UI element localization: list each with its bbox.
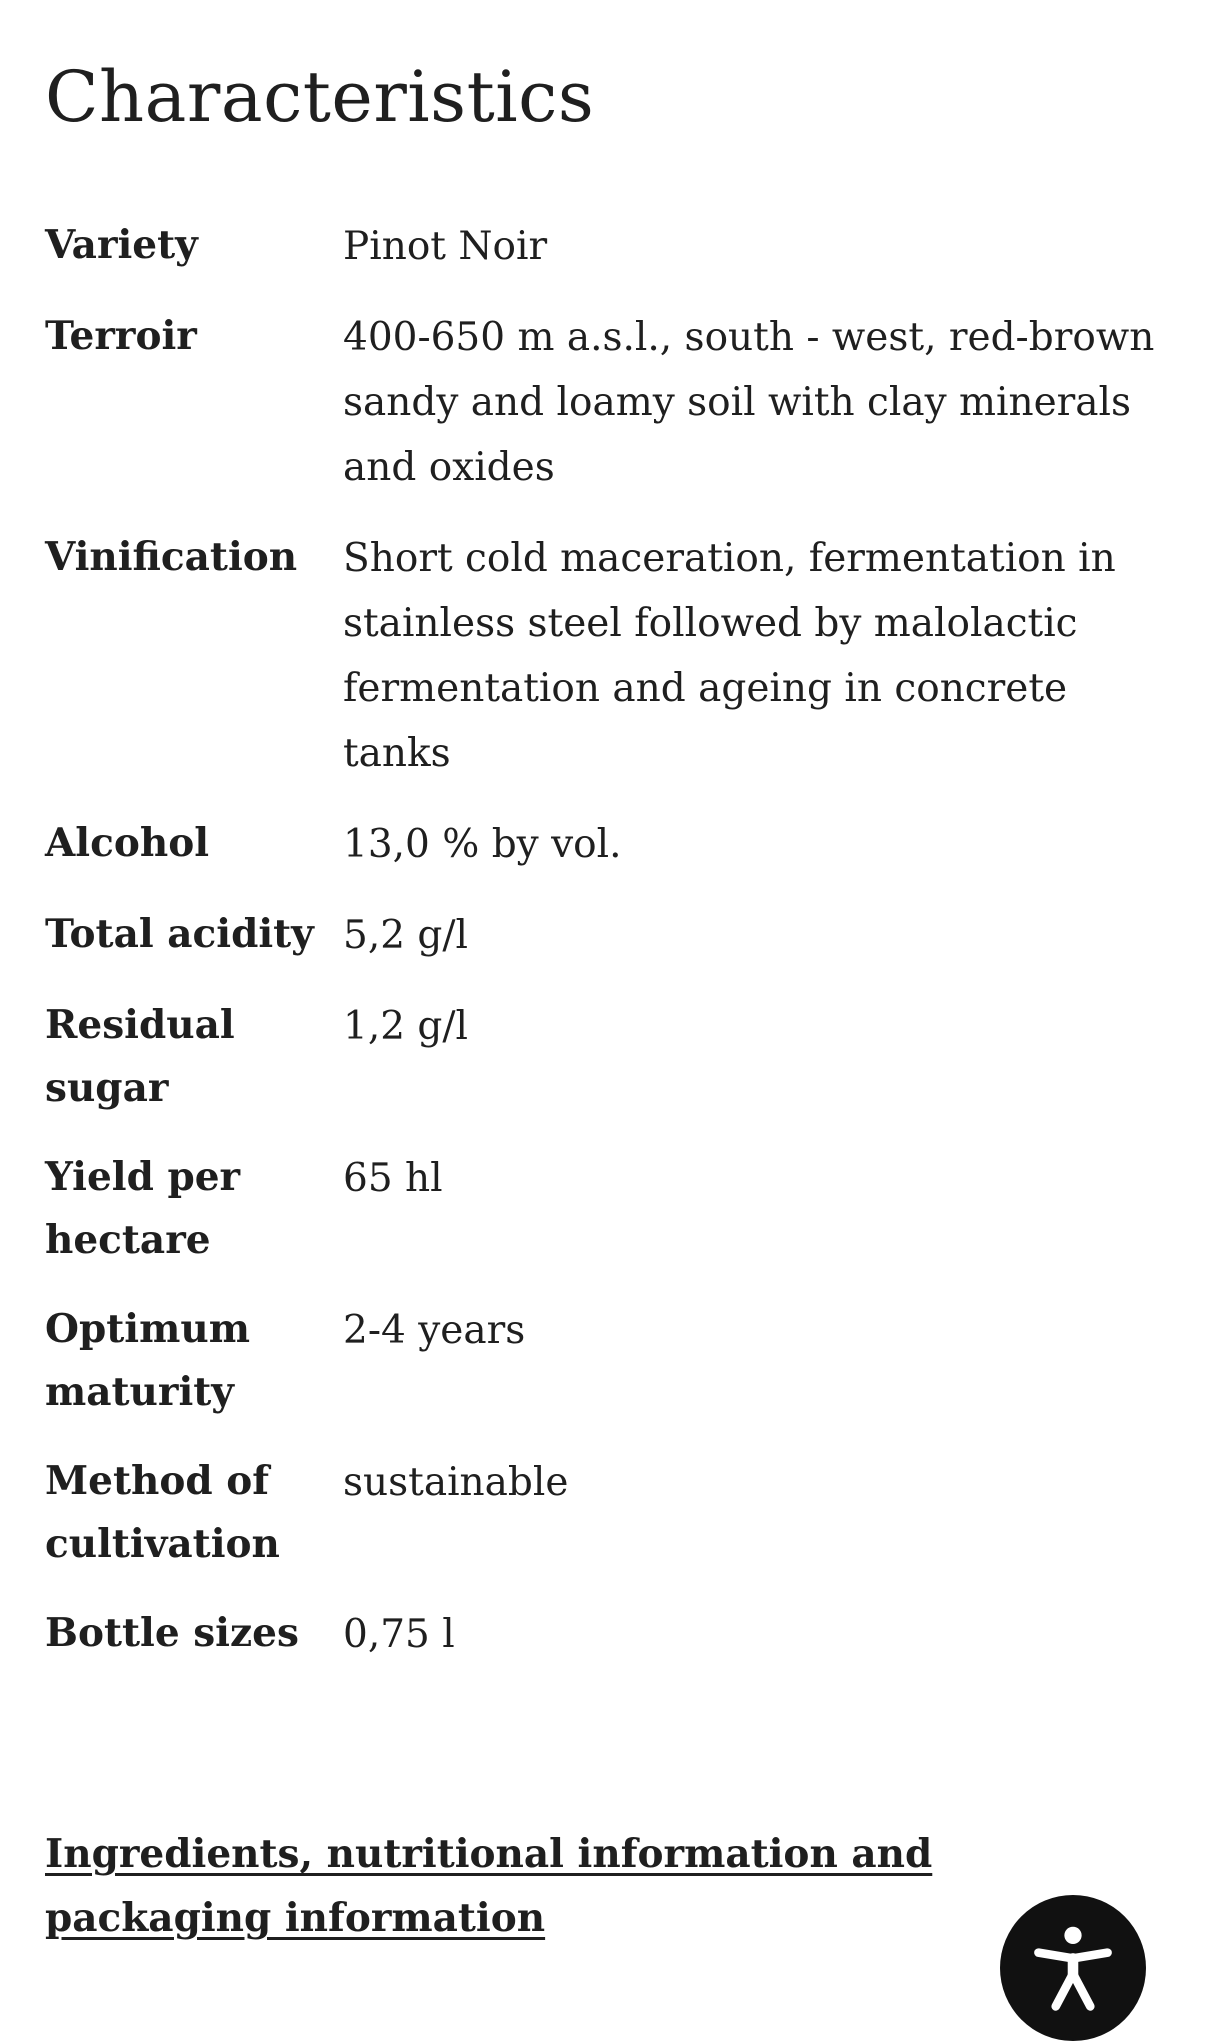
- spec-value: 400-650 m a.s.l., south - west, red-brown sandy and loamy soil with clay minerals and oxides: [343, 315, 1155, 490]
- accessibility-icon: [1025, 1920, 1121, 2016]
- spec-value: 0,75 l: [343, 1612, 455, 1657]
- ingredients-info-link[interactable]: Ingredients, nutritional information and packaging information: [45, 1831, 933, 1941]
- spec-row-total-acidity: [45, 903, 1155, 968]
- spec-label: Optimum maturity: [45, 1306, 250, 1415]
- spec-value: 65 hl: [343, 1156, 443, 1201]
- spec-row-bottle-sizes: [45, 1602, 1155, 1667]
- characteristics-table: [45, 214, 1155, 1693]
- spec-label: Residual sugar: [45, 1002, 235, 1111]
- spec-row-variety: [45, 214, 1155, 279]
- spec-row-yield: [45, 1146, 1155, 1272]
- spec-label: Vinification: [45, 534, 298, 580]
- spec-value: 1,2 g/l: [343, 1004, 468, 1049]
- spec-row-vinification: [45, 526, 1155, 786]
- spec-label: Yield per hectare: [45, 1154, 241, 1263]
- spec-row-residual-sugar: [45, 994, 1155, 1120]
- spec-value: Pinot Noir: [343, 224, 548, 269]
- spec-label: Variety: [45, 222, 198, 268]
- spec-row-alcohol: [45, 812, 1155, 877]
- accessibility-button[interactable]: [1000, 1895, 1146, 2041]
- spec-value: Short cold maceration, fermentation in stainless steel followed by malolactic fermentation and ageing in concrete tanks: [343, 536, 1116, 776]
- spec-value: 13,0 % by vol.: [343, 822, 622, 867]
- spec-label: Terroir: [45, 313, 197, 359]
- spec-row-terroir: [45, 305, 1155, 500]
- spec-label: Total acidity: [45, 911, 314, 957]
- spec-label: Method of cultivation: [45, 1458, 280, 1567]
- spec-row-optimum-maturity: [45, 1298, 1155, 1424]
- spec-label: Alcohol: [45, 820, 210, 866]
- spec-value: 2-4 years: [343, 1308, 526, 1353]
- spec-label: Bottle sizes: [45, 1610, 299, 1656]
- page-title: Characteristics: [45, 56, 595, 138]
- spec-value: 5,2 g/l: [343, 913, 468, 958]
- spec-row-cultivation: [45, 1450, 1155, 1576]
- spec-value: sustainable: [343, 1460, 569, 1505]
